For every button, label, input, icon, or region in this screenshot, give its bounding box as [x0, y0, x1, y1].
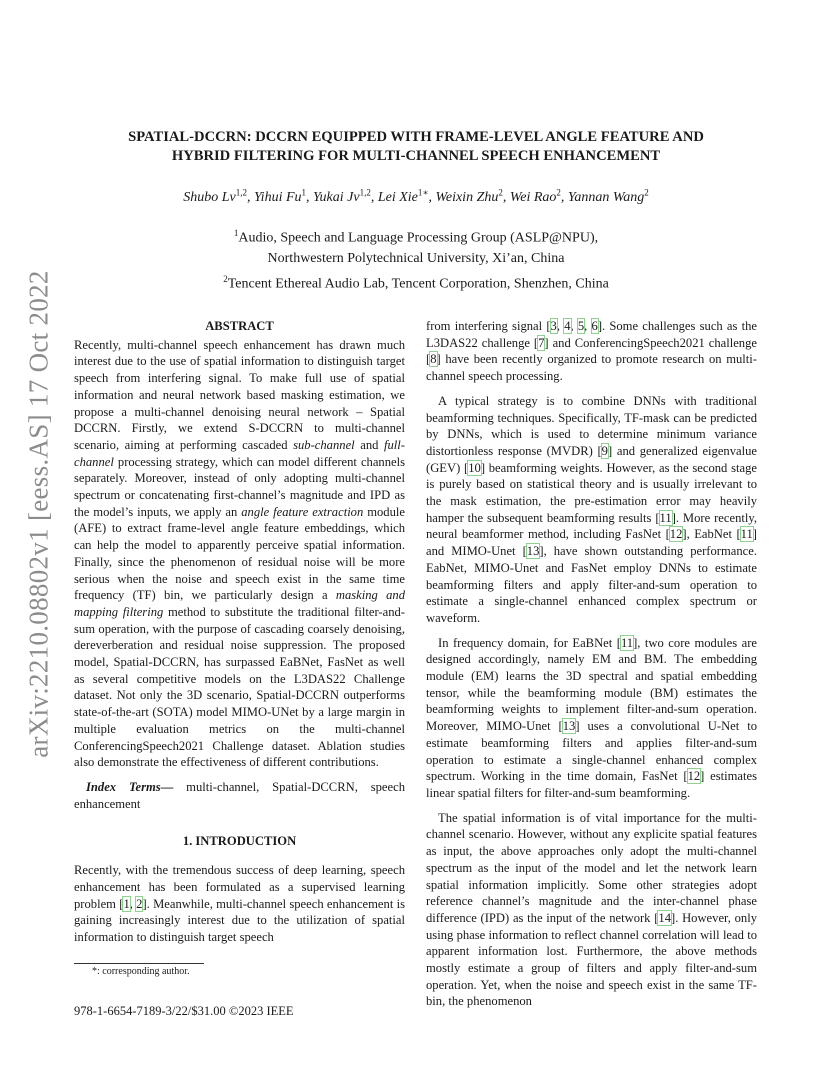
intro-paragraph-1: Recently, with the tremendous success of deep learning, speech enhancement has been formulated as a supervised learning problem [1, 2]. Meanwhile, multi-channel speech enhancement is gaining increasingly interest due to the utilization of spatial information to distinguish target speech	[74, 863, 405, 944]
citation-link[interactable]: 1	[123, 896, 130, 911]
citation-link[interactable]: 13	[562, 719, 576, 734]
author: Yihui Fu$^1$,	[253, 187, 314, 205]
citation-link[interactable]: 13	[526, 544, 540, 559]
citation-link[interactable]: 12	[669, 527, 683, 542]
copyright-notice: 978-1-6654-7189-3/22/$31.00 ©2023 IEEE	[74, 1004, 294, 1018]
citation-link[interactable]: 6	[591, 319, 598, 333]
index-terms: Index Terms— multi-channel, Spatial-DCCRN, speech enhancement	[74, 779, 405, 811]
affiliation-2: $^2$Tencent Ethereal Audio Lab, Tencent Corporation, Shenzhen, China	[223, 273, 609, 292]
footnote-divider	[74, 963, 204, 964]
citation-link[interactable]: 11	[620, 635, 634, 650]
citation-link[interactable]: 4	[564, 319, 571, 333]
intro-paragraph-3: In frequency domain, for EaBNet [11], two core modules are designed accordingly, namely EM and BM. The embedding module (EM) learns the 3D spectral and spatial embedding tensor, while the beamforming module (BM) estimates the beamforming weights to implement filter-and-sum operation. Moreover, MIMO-Unet [13] uses a convolutional U-Net to estimate beamforming filters and applies filter-and-sum operation to estimate a single-channel enhanced complex spectrum. Working in the time domain, FasNet [12] estimates linear spatial filters for filter-and-sum beamforming.	[426, 635, 758, 800]
citation-link[interactable]: 11	[659, 510, 672, 525]
affiliations	[74, 223, 758, 294]
author: Yannan Wang$^2$	[567, 187, 649, 205]
author: Weixin Zhu$^2$,	[435, 187, 510, 205]
left-column	[74, 318, 405, 946]
title-line-1: SPATIAL-DCCRN: DCCRN EQUIPPED WITH FRAME-LEVEL ANGLE FEATURE AND	[128, 129, 704, 145]
citation-link[interactable]: 9	[601, 443, 608, 458]
intro-paragraph-continued: from interfering signal [3, 4, 5, 6]. Some challenges such as the L3DAS22 challenge [7] and ConferencingSpeech2021 challenge [8] have been recently organized to promote research on multi-channel speech processing.	[426, 319, 757, 384]
citation-link[interactable]: 10	[468, 460, 481, 475]
citation-link[interactable]: 2	[136, 896, 143, 911]
paper-title	[74, 128, 758, 166]
author: Wei Rao$^2$,	[509, 187, 568, 205]
affiliation-1-line-1: $^1$Audio, Speech and Language Processing Group (ASLP@NPU),	[233, 228, 599, 246]
intro-paragraph-2: A typical strategy is to combine DNNs with traditional beamforming techniques. Specifically, TF-mask can be predicted by DNNs, which is used to determine minimum variance distortionless response (MVDR) [9] and generalized eigenvalue (GEV) [10] beamforming weights. However, as the second stage is purely based on statistical theory and is usually irrelevant to the mask estimation, the pre-estimation error may heavily hamper the subsequent beamforming results [11]. More recently, neural beamformer method, including FasNet [12], EabNet [11] and MIMO-Unet [13], have shown outstanding performance. EabNet, MIMO-Unet and FasNet employ DNNs to estimate beamforming filters and apply filter-and-sum operation to estimate a single-channel enhanced complex spectrum or waveform.	[426, 393, 757, 625]
footnote: *: corresponding author.	[92, 966, 190, 977]
affiliation-1-line-2: Northwestern Polytechnical University, Xi’an, China	[267, 250, 565, 266]
arxiv-identifier: arXiv:2210.08802v1 [eess.AS] 17 Oct 2022	[23, 270, 54, 758]
intro-paragraph-4: The spatial information is of vital importance for the multi-channel scenario. However, without any explicite spatial features as input, the above approaches only adopt the multi-channel spectrum as the input of the model and let the network learn spatial information implicitly. Some other strategies adopt reference channel’s magnitude and the inter-channel phase difference (IPD) as the input of the network [14]. However, only using phase information to reflect channel correlation will lead to apparent information lost. Furthermore, the above methods mostly estimate a group of filters and apply filter-and-sum operation. Yet, when the noise and speech exist in the same TF-bin, the phenomenon	[426, 810, 757, 1009]
author: Lei Xie$^{1∗}$,	[377, 187, 436, 205]
author: Yukai Jv$^{1,2}$,	[313, 187, 378, 205]
citation-link[interactable]: 7	[538, 335, 545, 350]
abstract-text: Recently, multi-channel speech enhancement has drawn much interest due to the use of spatial information to distinguish target speech from interfering signal. To make full use of spatial information and neural network based masking estimation, we propose a multi-channel denoising neural network – Spatial DCCRN. Firstly, we extend S-DCCRN to multi-channel scenario, aiming at performing cascaded sub-channel and full-channel processing strategy, which can model different channels separately. Moreover, instead of only adopting multi-channel spectrum or concatenating first-channel’s magnitude and IPD as the model’s inputs, we apply an angle feature extraction module (AFE) to extract frame-level angle feature embeddings, which can help the model to apparently perceive spatial information. Finally, since the phenomenon of residual noise will be more serious when the noise and speech exist in the same time frequency (TF) bin, we particularly design a masking and mapping filtering method to substitute the traditional filter-and-sum operation, with the purpose of cascading coarsely denoising, dereverberation and residual noise suppression. The proposed model, Spatial-DCCRN, has surpassed EaBNet, FasNet as well as several competitive models on the L3DAS22 Challenge dataset. Not only the 3D scenario, Spatial-DCCRN outperforms state-of-the-art (SOTA) model MIMO-UNet by a large margin in multiple evaluation metrics on the multi-channel ConferencingSpeech2021 Challenge dataset. Ablation studies also demonstrate the effectiveness of different contributions.	[74, 337, 405, 770]
right-column	[426, 318, 757, 1010]
index-terms-label: Index Terms—	[86, 779, 174, 794]
abstract-heading: ABSTRACT	[205, 319, 274, 333]
introduction-heading: 1. INTRODUCTION	[182, 834, 297, 849]
author: Shubo Lv$^{1,2}$,	[183, 187, 254, 205]
citation-link[interactable]: 8	[430, 352, 437, 367]
citation-link[interactable]: 12	[687, 769, 701, 784]
citation-link[interactable]: 5	[577, 319, 585, 333]
author-list	[74, 187, 758, 206]
citation-link[interactable]: 11	[740, 527, 753, 542]
citation-link[interactable]: 14	[658, 910, 671, 925]
arxiv-sidebar	[22, 270, 56, 758]
citation-link[interactable]: 3	[550, 319, 557, 333]
title-line-2: HYBRID FILTERING FOR MULTI-CHANNEL SPEECH ENHANCEMENT	[171, 148, 661, 164]
